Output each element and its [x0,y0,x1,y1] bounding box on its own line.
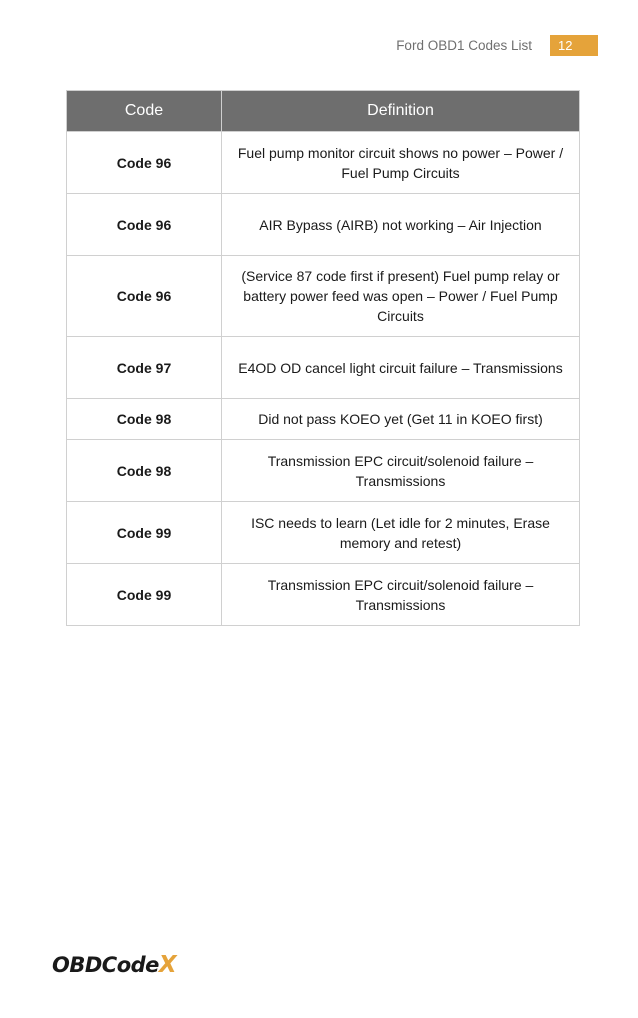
table-row [67,194,580,256]
table-row [67,132,580,194]
page-header [396,35,598,56]
code-cell: Code 96 [67,256,222,337]
definition-cell: Transmission EPC circuit/solenoid failure – Transmissions [222,440,580,502]
logo-accent-x: X [158,952,177,978]
obdcodex-logo [52,952,176,978]
code-cell: Code 98 [67,399,222,440]
table-header-row [67,91,580,132]
definition-cell: (Service 87 code first if present) Fuel pump relay or battery power feed was open – Power / Fuel Pump Circuits [222,256,580,337]
code-cell: Code 96 [67,132,222,194]
table-row [67,256,580,337]
page-number-badge: 12 [550,35,598,56]
table-row [67,337,580,399]
definition-cell: Transmission EPC circuit/solenoid failure – Transmissions [222,564,580,626]
table-row [67,440,580,502]
code-cell: Code 99 [67,564,222,626]
column-header-definition: Definition [222,91,580,132]
codes-table [66,90,580,626]
logo-wordmark: OBDCode [52,953,159,977]
definition-cell: ISC needs to learn (Let idle for 2 minutes, Erase memory and retest) [222,502,580,564]
document-title: Ford OBD1 Codes List [396,38,532,53]
code-cell: Code 99 [67,502,222,564]
definition-cell: Fuel pump monitor circuit shows no power – Power / Fuel Pump Circuits [222,132,580,194]
code-cell: Code 96 [67,194,222,256]
table-row [67,399,580,440]
table-row [67,502,580,564]
table-row [67,564,580,626]
definition-cell: E4OD OD cancel light circuit failure – Transmissions [222,337,580,399]
definition-cell: Did not pass KOEO yet (Get 11 in KOEO first) [222,399,580,440]
definition-cell: AIR Bypass (AIRB) not working – Air Injection [222,194,580,256]
code-cell: Code 97 [67,337,222,399]
column-header-code: Code [67,91,222,132]
code-cell: Code 98 [67,440,222,502]
